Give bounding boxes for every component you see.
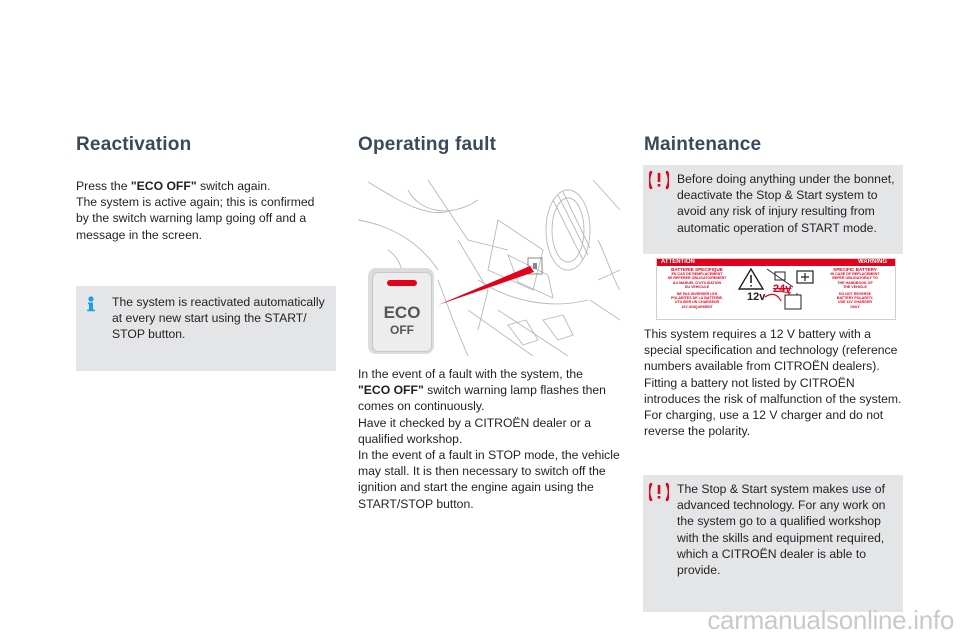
reactivation-paragraph	[76, 178, 326, 243]
maintenance-heading: Maintenance	[644, 134, 762, 155]
maintenance-warning-bottom-text: The Stop & Start system makes use of advanced technology. For any work on the system go to a qualified workshop with the skills and equipment required, which a CITROËN dealer is able to provide.	[677, 482, 886, 578]
label-right-line: THE VEHICLE	[843, 284, 867, 289]
dashboard-illustration	[358, 180, 620, 356]
label-right-line: IN CASE OF REPLACEMENT	[830, 272, 880, 277]
fault-para3: In the event of a fault in STOP mode, the vehicle may stall. It is then necessary to switch off the ignition and start the engine again using the START/STOP button.	[358, 448, 620, 511]
label-right-line: SPECIFIC BATTERY	[833, 267, 877, 272]
reactivation-line2: The system is active again; this is confirmed by the switch warning lamp going off and a message in the screen.	[76, 195, 315, 242]
label-left-line2: UTILISER UN CHARGEUR	[674, 300, 720, 305]
label-left-line2: NE PAS INVERSER LES	[676, 292, 718, 297]
maintenance-warning-box-bottom	[643, 475, 903, 612]
operating-fault-paragraph	[358, 366, 620, 512]
label-24v-text: 24v	[773, 283, 792, 295]
maintenance-para1: This system requires a 12 V battery with a special specification and technology (reference numbers available from CITROËN dealers).	[644, 327, 898, 374]
eco-off-warning-lamp	[387, 280, 417, 286]
label-left-line: EN CAS DE REMPLACEMENT	[671, 272, 723, 277]
label-left-line: AU MANUEL D'UTILISATION	[672, 280, 722, 285]
fault-para-intro: In the event of a fault with the system, the	[358, 367, 583, 381]
label-right-line: THE HANDBOOK OF	[837, 280, 873, 285]
label-12v-text: 12v	[747, 291, 766, 303]
battery-warning-label	[656, 258, 896, 320]
eco-off-button-face	[372, 272, 432, 352]
label-left-line: BATTERIE SPECIFIQUE	[671, 267, 723, 272]
warning-icon	[649, 171, 669, 189]
label-left-line: DU VEHICULE	[684, 284, 710, 289]
label-right-line2: USE 12V CHARGER	[838, 300, 872, 305]
reactivation-eco-off-bold: "ECO OFF"	[130, 179, 197, 193]
label-right-line2: ONLY	[850, 304, 860, 309]
label-left-line2: POLARITES DE LA BATTERIE,	[671, 296, 723, 301]
reactivation-para-suffix: switch again.	[196, 179, 271, 193]
fault-para2: Have it checked by a CITROËN dealer or a qualified workshop.	[358, 415, 592, 446]
operating-fault-heading: Operating fault	[358, 134, 497, 155]
footer-watermark: carmanualsonline.info	[707, 605, 954, 635]
fault-eco-off-bold: "ECO OFF"	[358, 383, 424, 398]
maintenance-warning-box-top	[643, 165, 903, 254]
label-left-line: SE REFERER OBLIGATOIREMENT	[667, 276, 727, 281]
eco-off-button-label-off: OFF	[390, 323, 414, 337]
reactivation-info-box	[76, 286, 336, 371]
maintenance-para2: Fitting a battery not listed by CITROËN introduces the risk of malfunction of the system.	[644, 375, 902, 406]
fault-para-rest: switch warning lamp flashes then comes on continuously.	[358, 383, 606, 414]
label-left-block	[659, 268, 735, 309]
label-attention-text: ATTENTION	[661, 259, 695, 265]
reactivation-heading: Reactivation	[76, 134, 192, 155]
label-left-line2: 12V UNIQUEMENT	[681, 304, 713, 309]
reactivation-para-prefix: Press the	[76, 179, 131, 193]
eco-off-button-label-eco: ECO	[383, 303, 421, 322]
reactivation-info-text: The system is reactivated automatically at every new start using the START/ STOP button.	[112, 295, 325, 342]
label-right-block	[817, 268, 893, 309]
maintenance-para3: For charging, use a 12 V charger and do not reverse the polarity.	[644, 408, 884, 439]
label-right-line2: DO NOT REVERSE	[838, 292, 872, 297]
eco-off-button	[368, 268, 434, 354]
label-warning-text: WARNING	[858, 259, 887, 265]
warning-icon	[649, 483, 669, 501]
info-icon	[85, 296, 97, 312]
maintenance-warning-top-text: Before doing anything under the bonnet, deactivate the Stop & Start system to avoid any risk of injury resulting from automatic operation of START mode.	[677, 172, 895, 235]
label-right-line: REFER OBLIGATORILY TO	[832, 276, 878, 281]
maintenance-paragraph	[644, 326, 906, 439]
label-right-line2: BATTERY POLARITY,	[836, 296, 874, 301]
